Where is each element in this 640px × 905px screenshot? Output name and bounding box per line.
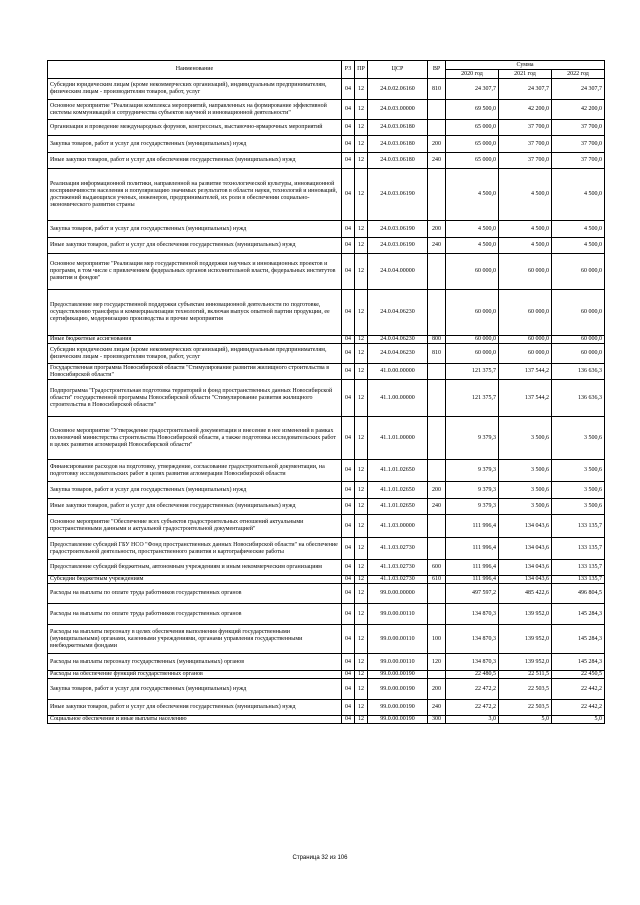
table-cell-2022: 4 500,0 [552,221,605,238]
table-row [48,679,605,700]
table-row [48,515,605,538]
table-cell-2020: 65 000,0 [446,120,499,136]
table-cell-2021: 485 422,6 [499,584,552,604]
table-row [48,238,605,254]
table-row [48,290,605,336]
table-row [48,120,605,136]
table-cell-pr: 12 [355,560,368,576]
table-cell-2022: 145 284,3 [552,654,605,671]
table-cell-rz: 04 [342,238,355,254]
table-cell-pr: 12 [355,153,368,169]
table-cell-pr: 12 [355,515,368,538]
table-cell-2022: 42 200,0 [552,100,605,120]
table-row [48,700,605,716]
table-cell-2020: 9 379,3 [446,460,499,482]
table-cell-csr: 41.1.03.02730 [368,560,428,576]
table-cell-2022: 60 000,0 [552,254,605,290]
table-cell-csr: 41.1.01.00000 [368,417,428,460]
table-cell-name: Иные бюджетные ассигнования [48,336,342,344]
table-cell-vr [428,169,446,221]
table-cell-name: Основное мероприятие "Реализация комплекса мероприятий, направленных на формирование эффективной системы коммуникаций и сотрудничества субъектов научной и инновационной деятельности" [48,100,342,120]
table-cell-name: Организация и проведение международных форумов, конгрессных, выставочно-ярмарочных мероприятий [48,120,342,136]
table-cell-vr: 100 [428,625,446,654]
table-cell-2020: 3,0 [446,716,499,724]
table-row [48,604,605,625]
table-cell-2021: 5,0 [499,716,552,724]
table-cell-vr: 810 [428,79,446,100]
table-cell-rz: 04 [342,538,355,560]
table-cell-rz: 04 [342,254,355,290]
table-cell-vr: 610 [428,576,446,584]
table-cell-2021: 3 500,6 [499,460,552,482]
header-sum: Сумма [446,61,605,70]
header-name: Наименование [48,61,342,79]
table-cell-pr: 12 [355,169,368,221]
table-cell-csr: 99.0.00.00190 [368,679,428,700]
table-cell-rz: 04 [342,169,355,221]
table-cell-pr: 12 [355,625,368,654]
header-rz: РЗ [342,61,355,79]
table-cell-vr [428,538,446,560]
table-cell-name: Основное мероприятие "Реализация мер государственной поддержки научных и инновационных проектов и программ, в том числе с привлечением федеральных органов исполнительной власти, федеральных институтов развития и фондов" [48,254,342,290]
table-cell-vr [428,417,446,460]
table-cell-rz: 04 [342,221,355,238]
table-row [48,654,605,671]
table-cell-pr: 12 [355,576,368,584]
table-cell-rz: 04 [342,482,355,499]
table-cell-rz: 04 [342,136,355,153]
table-cell-2021: 139 952,0 [499,654,552,671]
table-row [48,482,605,499]
table-cell-csr: 24.0.03.00000 [368,100,428,120]
table-cell-2021: 4 500,0 [499,221,552,238]
table-cell-csr: 41.1.00.00000 [368,380,428,417]
header-csr: ЦСР [368,61,428,79]
table-cell-csr: 24.0.02.06160 [368,79,428,100]
table-cell-csr: 24.0.03.06190 [368,169,428,221]
table-cell-pr: 12 [355,671,368,679]
table-cell-csr: 99.0.00.00190 [368,671,428,679]
table-cell-csr: 99.0.00.00110 [368,604,428,625]
table-cell-name: Основное мероприятие "Обеспечение всех субъектов градостроительных отношений актуальными пространственными данными и актуальной градостроительной документацией" [48,515,342,538]
table-cell-2020: 22 472,2 [446,700,499,716]
table-cell-2021: 22 503,5 [499,700,552,716]
table-row [48,417,605,460]
table-cell-2021: 137 544,2 [499,364,552,380]
table-cell-name: Основное мероприятие "Утверждение градостроительной документации и внесение в нее изменений в рамках полномочий министерства строительства Новосибирской области, а также подготовка исследовательских работ в целях развития агломераций Новосибирской области" [48,417,342,460]
table-row [48,336,605,344]
table-cell-csr: 24.0.03.06180 [368,136,428,153]
table-cell-csr: 24.0.03.06180 [368,120,428,136]
table-cell-pr: 12 [355,604,368,625]
table-cell-csr: 24.0.04.06230 [368,344,428,364]
table-cell-pr: 12 [355,417,368,460]
table-cell-name: Расходы на выплаты персоналу в целях обеспечения выполнения функций государственными (муниципальными) органами, казенными учреждениями, органами управления государственными внебюджетными фондами [48,625,342,654]
table-cell-2021: 60 000,0 [499,344,552,364]
table-cell-2021: 137 544,2 [499,380,552,417]
table-cell-2021: 4 500,0 [499,169,552,221]
table-body [48,79,605,724]
table-row [48,538,605,560]
table-cell-csr: 41.1.03.00000 [368,515,428,538]
table-cell-2022: 4 500,0 [552,238,605,254]
table-cell-pr: 12 [355,380,368,417]
table-cell-2020: 60 000,0 [446,290,499,336]
table-cell-pr: 12 [355,290,368,336]
budget-table [47,60,605,724]
table-cell-csr: 41.0.00.00000 [368,364,428,380]
table-row [48,380,605,417]
table-cell-2020: 4 500,0 [446,238,499,254]
table-cell-pr: 12 [355,538,368,560]
table-cell-vr [428,100,446,120]
table-cell-2021: 4 500,0 [499,238,552,254]
table-cell-2021: 3 500,6 [499,417,552,460]
table-cell-2022: 3 500,6 [552,460,605,482]
table-cell-2022: 60 000,0 [552,290,605,336]
table-cell-2022: 3 500,6 [552,417,605,460]
table-cell-2021: 22 511,5 [499,671,552,679]
table-cell-name: Подпрограмма "Градостроительная подготовка территорий и фонд пространственных данных Новосибирской области" государственной программы Новосибирской области "Стимулирование развития жилищного строительства в Новосибирской области" [48,380,342,417]
table-cell-name: Иные закупки товаров, работ и услуг для обеспечения государственных (муниципальных) нужд [48,238,342,254]
table-cell-2020: 121 375,7 [446,364,499,380]
table-cell-name: Расходы на выплаты по оплате труда работников государственных органов [48,604,342,625]
table-cell-rz: 04 [342,625,355,654]
table-cell-2021: 60 000,0 [499,254,552,290]
table-cell-pr: 12 [355,221,368,238]
table-cell-pr: 12 [355,136,368,153]
table-cell-2020: 111 996,4 [446,515,499,538]
table-cell-vr [428,671,446,679]
header-pr: ПР [355,61,368,79]
table-cell-name: Закупка товаров, работ и услуг для государственных (муниципальных) нужд [48,482,342,499]
table-cell-2022: 496 804,5 [552,584,605,604]
table-cell-name: Расходы на выплаты персоналу государственных (муниципальных) органов [48,654,342,671]
table-cell-rz: 04 [342,576,355,584]
table-cell-name: Реализация информационной политики, направленной на развитие технологической культуры, инновационной восприимчивости населения и популяризацию значимых результатов в области науки, технологий и инноваций, достижений выдающихся ученых, инженеров, предпринимателей, их роли в обеспечении социально-экономического развития страны [48,169,342,221]
table-cell-2022: 145 284,3 [552,604,605,625]
table-cell-pr: 12 [355,700,368,716]
table-cell-name: Закупка товаров, работ и услуг для государственных (муниципальных) нужд [48,221,342,238]
table-cell-2020: 9 379,3 [446,417,499,460]
table-cell-rz: 04 [342,584,355,604]
table-cell-csr: 24.0.03.06190 [368,221,428,238]
table-cell-csr: 24.0.04.06230 [368,290,428,336]
table-cell-csr: 41.1.01.02650 [368,482,428,499]
table-row [48,344,605,364]
table-cell-2020: 121 375,7 [446,380,499,417]
table-cell-pr: 12 [355,364,368,380]
table-cell-pr: 12 [355,584,368,604]
table-cell-2022: 133 135,7 [552,576,605,584]
table-cell-pr: 12 [355,120,368,136]
table-cell-pr: 12 [355,482,368,499]
table-cell-name: Расходы на обеспечение функций государственных органов [48,671,342,679]
table-cell-pr: 12 [355,238,368,254]
table-cell-csr: 99.0.00.00190 [368,716,428,724]
table-cell-2020: 111 996,4 [446,576,499,584]
header-year-2021: 2021 год [499,70,552,79]
table-cell-2020: 497 597,2 [446,584,499,604]
table-cell-2022: 22 442,2 [552,679,605,700]
table-cell-vr: 200 [428,679,446,700]
table-cell-2021: 24 307,7 [499,79,552,100]
table-cell-2022: 24 307,7 [552,79,605,100]
table-cell-2020: 134 870,3 [446,625,499,654]
table-cell-2022: 3 500,6 [552,499,605,515]
table-cell-2020: 9 379,3 [446,482,499,499]
table-cell-2020: 22 472,2 [446,679,499,700]
table-cell-2022: 60 000,0 [552,336,605,344]
table-cell-vr [428,120,446,136]
table-cell-vr: 240 [428,499,446,515]
table-cell-2020: 111 996,4 [446,560,499,576]
table-row [48,716,605,724]
table-cell-rz: 04 [342,515,355,538]
table-cell-rz: 04 [342,380,355,417]
table-cell-name: Расходы на выплаты по оплате труда работников государственных органов [48,584,342,604]
table-cell-csr: 24.0.03.06180 [368,153,428,169]
table-cell-rz: 04 [342,716,355,724]
table-cell-2022: 145 284,3 [552,625,605,654]
table-cell-pr: 12 [355,654,368,671]
table-cell-rz: 04 [342,679,355,700]
table-cell-2020: 134 870,3 [446,604,499,625]
table-cell-2021: 134 043,6 [499,576,552,584]
table-cell-2020: 4 500,0 [446,169,499,221]
table-cell-2021: 134 043,6 [499,538,552,560]
table-cell-name: Иные закупки товаров, работ и услуг для обеспечения государственных (муниципальных) нужд [48,499,342,515]
table-cell-vr: 800 [428,336,446,344]
table-cell-csr: 99.0.00.00110 [368,625,428,654]
table-row [48,221,605,238]
table-cell-vr: 240 [428,153,446,169]
table-row [48,100,605,120]
table-cell-vr: 240 [428,700,446,716]
table-cell-pr: 12 [355,344,368,364]
table-cell-2020: 111 996,4 [446,538,499,560]
table-cell-2021: 139 952,0 [499,625,552,654]
table-cell-rz: 04 [342,79,355,100]
table-cell-2020: 69 500,0 [446,100,499,120]
table-cell-2022: 37 700,0 [552,153,605,169]
table-cell-2022: 22 450,5 [552,671,605,679]
table-cell-2022: 37 700,0 [552,136,605,153]
table-cell-rz: 04 [342,344,355,364]
table-cell-rz: 04 [342,700,355,716]
table-row [48,671,605,679]
table-cell-rz: 04 [342,654,355,671]
table-row [48,576,605,584]
table-cell-name: Субсидии юридическим лицам (кроме некоммерческих организаций), индивидуальным предпринимателям, физическим лицам - производителям товаров, работ, услуг [48,79,342,100]
table-cell-2022: 133 135,7 [552,538,605,560]
table-cell-2021: 37 700,0 [499,153,552,169]
table-cell-csr: 24.0.03.06190 [368,238,428,254]
table-cell-csr: 41.1.01.02650 [368,460,428,482]
table-cell-vr: 240 [428,238,446,254]
table-cell-name: Закупка товаров, работ и услуг для государственных (муниципальных) нужд [48,136,342,153]
table-cell-2020: 60 000,0 [446,344,499,364]
table-cell-2022: 60 000,0 [552,344,605,364]
table-cell-csr: 41.1.03.02730 [368,576,428,584]
table-cell-pr: 12 [355,716,368,724]
table-cell-pr: 12 [355,499,368,515]
table-cell-name: Предоставление субсидий ГБУ НСО "Фонд пространственных данных Новосибирской области" на обеспечение градостроительной деятельности, пространственного развития и картографические работы [48,538,342,560]
table-cell-csr: 41.1.01.02650 [368,499,428,515]
table-cell-2020: 22 480,5 [446,671,499,679]
table-cell-name: Закупка товаров, работ и услуг для государственных (муниципальных) нужд [48,679,342,700]
table-cell-2021: 37 700,0 [499,136,552,153]
table-cell-rz: 04 [342,499,355,515]
table-cell-2021: 3 500,6 [499,499,552,515]
table-cell-vr: 200 [428,136,446,153]
table-cell-vr [428,380,446,417]
table-cell-2020: 4 500,0 [446,221,499,238]
table-cell-vr [428,364,446,380]
table-cell-vr [428,290,446,336]
table-cell-2022: 133 135,7 [552,560,605,576]
table-cell-rz: 04 [342,153,355,169]
table-cell-name: Субсидии бюджетным учреждениям [48,576,342,584]
table-cell-vr: 810 [428,344,446,364]
table-cell-rz: 04 [342,671,355,679]
table-cell-2021: 134 043,6 [499,560,552,576]
table-cell-name: Предоставление мер государственной поддержки субъектам инновационной деятельности по подготовке, осуществлению трансфера и коммерциализации технологий, включая выпуск опытной партии продукции, ее сертификацию, модернизацию производства и прочие мероприятия [48,290,342,336]
table-row [48,364,605,380]
table-cell-2020: 9 379,3 [446,499,499,515]
table-cell-2021: 37 700,0 [499,120,552,136]
table-cell-2021: 139 952,0 [499,604,552,625]
table-cell-vr [428,254,446,290]
table-cell-pr: 12 [355,254,368,290]
table-cell-rz: 04 [342,460,355,482]
table-cell-pr: 12 [355,679,368,700]
table-row [48,136,605,153]
table-cell-2022: 22 442,2 [552,700,605,716]
table-cell-rz: 04 [342,120,355,136]
table-cell-2020: 24 307,7 [446,79,499,100]
table-cell-csr: 41.1.03.02730 [368,538,428,560]
table-row [48,460,605,482]
table-cell-csr: 99.0.00.00000 [368,584,428,604]
table-row [48,153,605,169]
table-cell-vr: 300 [428,716,446,724]
table-cell-vr [428,460,446,482]
page-number: Страница 32 из 106 [292,855,348,861]
table-cell-rz: 04 [342,336,355,344]
table-row [48,79,605,100]
header-year-2020: 2020 год [446,70,499,79]
header-vr: ВР [428,61,446,79]
table-cell-2022: 136 636,3 [552,364,605,380]
table-cell-name: Иные закупки товаров, работ и услуг для обеспечения государственных (муниципальных) нужд [48,153,342,169]
table-cell-2021: 42 200,0 [499,100,552,120]
table-cell-name: Социальное обеспечение и иные выплаты населению [48,716,342,724]
table-row [48,169,605,221]
table-cell-2022: 37 700,0 [552,120,605,136]
table-cell-vr: 120 [428,654,446,671]
table-cell-vr: 200 [428,221,446,238]
table-cell-vr [428,515,446,538]
table-cell-name: Финансирование расходов на подготовку, утверждение, согласование градостроительной документации, на подготовку исследовательских работ в целях развития агломерации Новосибирской области [48,460,342,482]
table-cell-vr [428,604,446,625]
header-year-2022: 2022 год [552,70,605,79]
table-cell-2020: 65 000,0 [446,153,499,169]
table-cell-vr: 600 [428,560,446,576]
table-cell-2020: 134 870,3 [446,654,499,671]
table-row [48,584,605,604]
table-cell-pr: 12 [355,460,368,482]
table-row [48,625,605,654]
table-cell-vr: 200 [428,482,446,499]
table-cell-name: Государственная программа Новосибирской области "Стимулирование развития жилищного строительства в Новосибирской области" [48,364,342,380]
table-cell-csr: 24.0.04.06230 [368,336,428,344]
table-cell-csr: 99.0.00.00110 [368,654,428,671]
table-row [48,560,605,576]
table-cell-2022: 136 636,3 [552,380,605,417]
table-cell-2020: 65 000,0 [446,136,499,153]
table-cell-pr: 12 [355,79,368,100]
table-row [48,499,605,515]
table-cell-csr: 24.0.04.00000 [368,254,428,290]
table-cell-2022: 4 500,0 [552,169,605,221]
table-cell-2021: 22 503,5 [499,679,552,700]
table-cell-pr: 12 [355,100,368,120]
table-cell-rz: 04 [342,100,355,120]
table-cell-rz: 04 [342,604,355,625]
table-cell-2021: 60 000,0 [499,290,552,336]
table-cell-rz: 04 [342,417,355,460]
table-cell-2022: 3 500,6 [552,482,605,499]
table-cell-2020: 60 000,0 [446,254,499,290]
table-cell-2020: 60 000,0 [446,336,499,344]
table-cell-rz: 04 [342,560,355,576]
table-cell-pr: 12 [355,336,368,344]
table-cell-vr [428,584,446,604]
table-cell-2021: 3 500,6 [499,482,552,499]
table-cell-name: Иные закупки товаров, работ и услуг для обеспечения государственных (муниципальных) нужд [48,700,342,716]
table-cell-rz: 04 [342,364,355,380]
table-cell-2021: 60 000,0 [499,336,552,344]
table-cell-2022: 5,0 [552,716,605,724]
table-cell-2021: 134 043,6 [499,515,552,538]
table-cell-name: Предоставление субсидий бюджетным, автономным учреждениям и иным некоммерческим организациям [48,560,342,576]
table-cell-csr: 99.0.00.00190 [368,700,428,716]
table-cell-rz: 04 [342,290,355,336]
table-cell-name: Субсидии юридическим лицам (кроме некоммерческих организаций), индивидуальным предпринимателям, физическим лицам - производителям товаров, работ, услуг [48,344,342,364]
table-cell-2022: 133 135,7 [552,515,605,538]
table-row [48,254,605,290]
